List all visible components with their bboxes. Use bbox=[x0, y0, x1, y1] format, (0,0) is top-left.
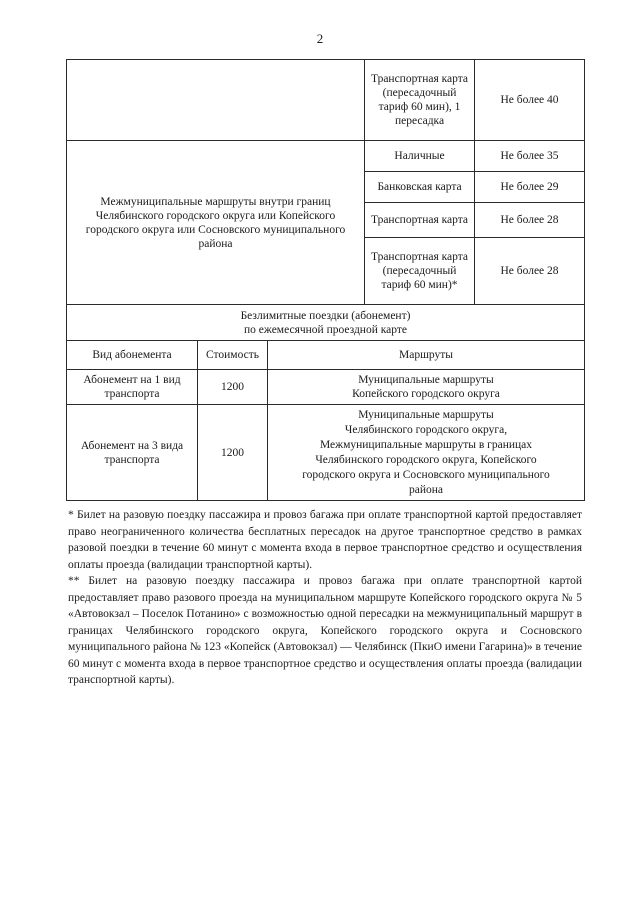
payment-method-cell: Наличные bbox=[365, 141, 475, 172]
table-header-row bbox=[67, 341, 585, 370]
payment-method-cell: Банковская карта bbox=[365, 172, 475, 203]
subscription-routes-cell: Муниципальные маршруты Копейского городского округа bbox=[268, 370, 585, 405]
header-subscription-type: Вид абонемента bbox=[67, 341, 198, 370]
table-row bbox=[67, 305, 585, 341]
subscription-routes-cell: Муниципальные маршруты Челябинского городского округа, Межмуниципальные маршруты в границах Челябинского городского округа, Копейского городского округа и Сосновского муниципального района bbox=[268, 405, 585, 501]
payment-method-cell: Транспортная карта bbox=[365, 203, 475, 238]
price-cell: Не более 28 bbox=[475, 203, 585, 238]
payment-method-cell: Транспортная карта (пересадочный тариф 60 мин)* bbox=[365, 238, 475, 305]
price-cell: Не более 40 bbox=[475, 60, 585, 141]
payment-method-cell: Транспортная карта (пересадочный тариф 60 мин), 1 пересадка bbox=[365, 60, 475, 141]
header-routes: Маршруты bbox=[268, 341, 585, 370]
route-cell-empty bbox=[67, 60, 365, 141]
footnotes bbox=[68, 507, 582, 689]
fare-table bbox=[66, 59, 585, 501]
route-cell: Межмуниципальные маршруты внутри границ Челябинского городского округа или Копейского городского округа или Сосновского муниципального района bbox=[67, 141, 365, 305]
header-cost: Стоимость bbox=[198, 341, 268, 370]
page-number: 2 bbox=[316, 31, 324, 46]
subscription-cost-cell: 1200 bbox=[198, 370, 268, 405]
table-row bbox=[67, 405, 585, 501]
price-cell: Не более 29 bbox=[475, 172, 585, 203]
table-row bbox=[67, 141, 585, 172]
subscription-cost-cell: 1200 bbox=[198, 405, 268, 501]
footnote-double-asterisk: ** Билет на разовую поездку пассажира и провоз багажа при оплате транспортной картой предоставляет право разового проезда на муниципальном маршруте Копейского городского округа № 5 «Автовокзал – Поселок Потанино» с возможностью одной пересадки на межмуниципальный маршрут в границах Челябинского городского округа, Копейского городского округа и Сосновского муниципального района № 123 «Копейск (Автовокзал) — Челябинск (ПкиО имени Гагарина)» в течение 60 минут с момента входа в первое транспортное средство и осуществления оплаты проезда (валидации транспортной карты). bbox=[68, 575, 582, 686]
price-cell: Не более 28 bbox=[475, 238, 585, 305]
subscription-type-cell: Абонемент на 1 вид транспорта bbox=[67, 370, 198, 405]
subscription-type-cell: Абонемент на 3 вида транспорта bbox=[67, 405, 198, 501]
table-row bbox=[67, 370, 585, 405]
table-row bbox=[67, 60, 585, 141]
unlimited-trips-heading: Безлимитные поездки (абонемент) по ежемесячной проездной карте bbox=[67, 305, 585, 341]
footnote-single-asterisk: * Билет на разовую поездку пассажира и провоз багажа при оплате транспортной картой предоставляет право неограниченного количества бесплатных пересадок на другое транспортное средство в рамках разовой поездки в течение 60 минут с момента входа в первое транспортное средство и осуществления оплаты проезда (валидации транспортной карты). bbox=[68, 509, 582, 571]
price-cell: Не более 35 bbox=[475, 141, 585, 172]
